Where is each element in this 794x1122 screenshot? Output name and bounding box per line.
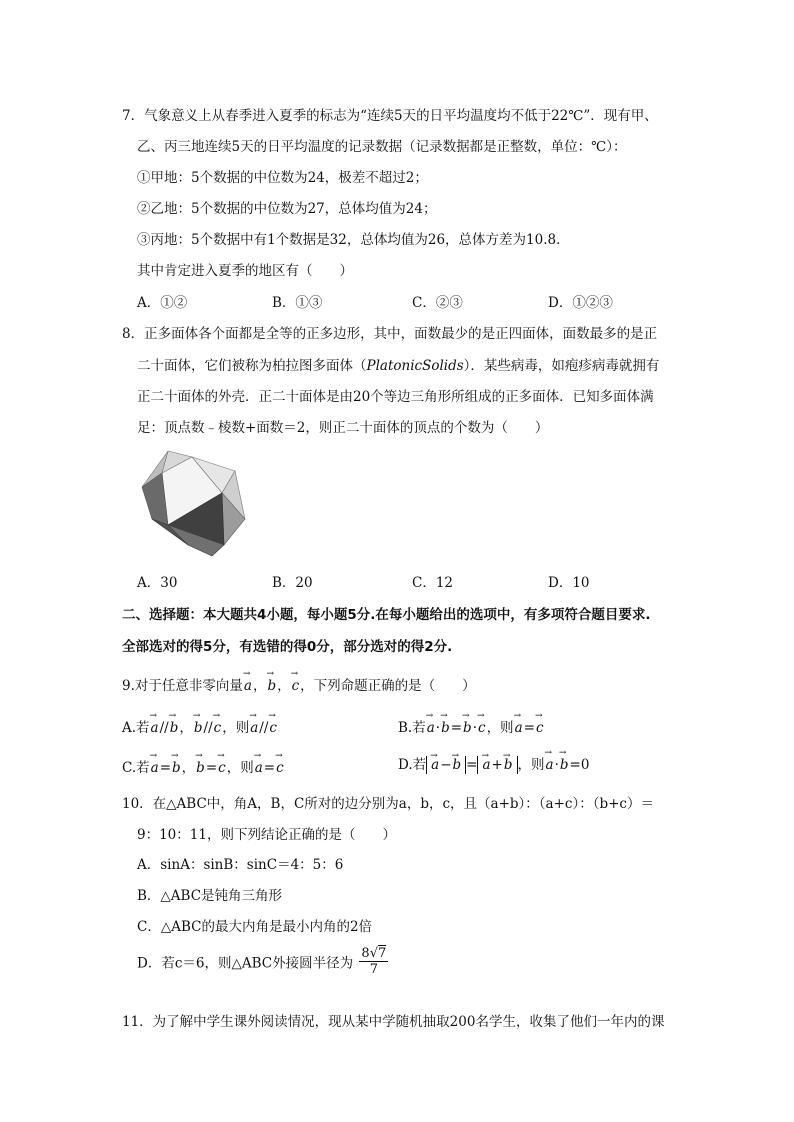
q10-line-1: 10．在△ABC中，角A，B，C所对的边分别为a，b，c，且（a+b）：（a+c）：（b+c）＝ bbox=[122, 796, 654, 812]
q11-line-1: 11．为了解中学生课外阅读情况，现从某中学随机抽取200名学生，收集了他们一年内的课 bbox=[122, 1014, 665, 1030]
q8-option-d: D．10 bbox=[548, 575, 590, 591]
q7-option-c: C．②③ bbox=[412, 295, 463, 311]
q8-line-2: 二十面体，它们被称为柏拉图多面体（PlatonicSolids）．某些病毒，如疱疹病毒就拥有 bbox=[137, 358, 660, 374]
q7-line-1: 7．气象意义上从春季进入夏季的标志为“连续5天的日平均温度均不低于22℃”．现有甲、 bbox=[122, 108, 658, 124]
circumradius-fraction: $\frac{8√7}{7}$ bbox=[361, 946, 387, 977]
q9-option-c: C.若→ a=→ b，→ b=→ c，则→ a=→ c bbox=[122, 756, 285, 776]
q8-line-4: 足：顶点数﹣棱数+面数＝2，则正二十面体的顶点的个数为（ ） bbox=[137, 420, 549, 436]
q10-option-d: D．若c＝6，则△ABC外接圆半径为 $\frac{8√7}{7}$ bbox=[137, 946, 387, 977]
q8-line-1: 8．正多面体各个面都是全等的正多边形，其中，面数最少的是正四面体，面数最多的是正 bbox=[122, 326, 658, 342]
q10-option-c: C．△ABC的最大内角是最小内角的2倍 bbox=[137, 919, 373, 935]
q7-option-d: D．①②③ bbox=[548, 295, 613, 311]
q10-line-2: 9：10：11，则下列结论正确的是（ ） bbox=[137, 827, 396, 843]
q9-option-b: B.若→ a·→ b=→ b·→ c，则→ a=→ c bbox=[398, 716, 545, 736]
q10-option-b: B．△ABC是钝角三角形 bbox=[137, 888, 283, 904]
q7-item-2: ②乙地：5个数据的中位数为27，总体均值为24； bbox=[137, 201, 437, 217]
q8-option-b: B．20 bbox=[272, 575, 313, 591]
q7-stem: 其中肯定进入夏季的地区有（ ） bbox=[137, 263, 353, 279]
q7-item-1: ①甲地：5个数据的中位数为24，极差不超过2； bbox=[137, 170, 428, 186]
section-2-heading-line-2: 全部选对的得5分，有选错的得0分，部分选对的得2分. bbox=[122, 639, 453, 655]
icosahedron-figure bbox=[140, 445, 248, 557]
q7-option-b: B．①③ bbox=[272, 295, 323, 311]
q8-option-c: C．12 bbox=[412, 575, 454, 591]
q8-option-a: A．30 bbox=[137, 575, 178, 591]
q9-option-d: D.若→ a−→ b =→ a+→ b ，则→ a·→ b=0 bbox=[398, 753, 589, 774]
section-2-heading: 二、选择题：本大题共4小题，每小题5分.在每小题给出的选项中，有多项符合题目要求. bbox=[122, 607, 651, 623]
q9-option-a: A.若→ a//→ b，→ b//→ c，则→ a//→ c bbox=[122, 716, 278, 736]
q7-line-2: 乙、丙三地连续5天的日平均温度的记录数据（记录数据都是正整数，单位：℃）： bbox=[137, 139, 627, 155]
q8-line-3: 正二十面体的外壳．正二十面体是由20个等边三角形所组成的正多面体．已知多面体满 bbox=[137, 389, 654, 405]
q7-option-a: A．①② bbox=[137, 295, 188, 311]
q7-item-3: ③丙地：5个数据中有1个数据是32，总体均值为26，总体方差为10.8． bbox=[137, 232, 570, 248]
q10-option-a: A．sinA：sinB：sinC＝4：5：6 bbox=[137, 857, 344, 873]
q9-stem: 9.对于任意非零向量→ a，→ b，→ c，下列命题正确的是（ ） bbox=[122, 674, 476, 694]
